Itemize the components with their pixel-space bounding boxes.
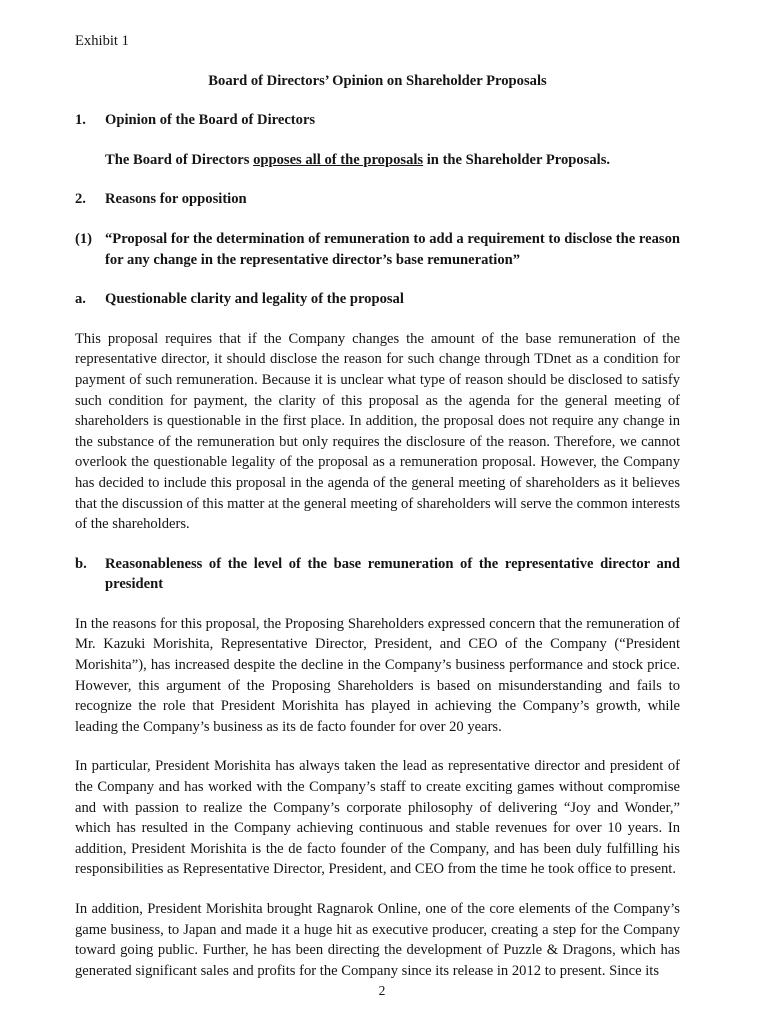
subsection-b-heading — [75, 554, 680, 595]
paragraph-reasonableness-2: In particular, President Morishita has always taken the lead as representative director and president of the Company and has worked with the Company’s staff to create exciting games without compromise and with passion to realize the Company’s corporate philosophy of delivering “Joy and Wonder,” which has resulted in the Company achieving continuous and stable revenues for over 10 years. In addition, President Morishita is the de facto founder of the Company, and has been duly fulfilling his responsibilities as Representative Director, President, and CEO from the time he took office to present. — [75, 758, 680, 878]
subsection-b-number: b. — [75, 555, 87, 572]
board-opinion-statement — [105, 150, 680, 171]
paragraph-clarity-legality: This proposal requires that if the Company changes the amount of the base remuneration of the representative director, it should disclose the reason for such change through TDnet as a condition for payment of such remuneration. Because it is unclear what type of reason should be disclosed to satisfy such condition for payment, the clarity of this proposal as the agenda for the general meeting of shareholders is questionable in the first place. In addition, the proposal does not require any change in the substance of the remuneration but only requires the disclosure of the reason. Therefore, we cannot overlook the questionable legality of the proposal as a remuneration proposal. However, the Company has decided to include this proposal in the agenda of the general meeting of shareholders as it believes that the discussion of this matter at the general meeting of shareholders will serve the common interests of the shareholders. — [75, 330, 680, 533]
section-1-number: 1. — [75, 112, 86, 129]
section-1-heading — [75, 110, 680, 131]
proposal-1-number: (1) — [75, 230, 93, 247]
statement-suffix: in the Shareholder Proposals. — [423, 151, 611, 168]
section-2-heading — [75, 189, 680, 210]
statement-underlined-phrase: opposes all of the proposals — [253, 151, 424, 168]
subsection-a-heading-text: Questionable clarity and legality of the proposal — [105, 291, 404, 308]
paragraph-reasonableness-3: In addition, President Morishita brought Ragnarok Online, one of the core elements of the Company’s game business, to Japan and made it a huge hit as executive producer, creating a step for the Company toward going public. Further, he has been directing the development of Puzzle & Dragons, which has generated significant sales and profits for the Company since its release in 2012 to present. Since its — [75, 901, 680, 979]
subsection-a-heading — [75, 289, 680, 310]
page-number: 2 — [378, 983, 386, 998]
section-1-heading-text: Opinion of the Board of Directors — [105, 112, 316, 129]
subsection-a-number: a. — [75, 291, 86, 308]
statement-prefix: The Board of Directors — [105, 151, 254, 168]
exhibit-label: Exhibit 1 — [75, 33, 129, 49]
paragraph-reasonableness-1: In the reasons for this proposal, the Proposing Shareholders expressed concern that the remuneration of Mr. Kazuki Morishita, Representative Director, President, and CEO of the Company (“President Morishita”), has increased despite the decline in the Company’s business performance and stock price. However, this argument of the Proposing Shareholders is based on misunderstanding and fails to recognize the role that President Morishita has played in achieving the Company’s growth, while leading the Company’s business as its de facto founder for over 20 years. — [75, 615, 680, 735]
document-title: Board of Directors’ Opinion on Shareholder Proposals — [208, 72, 547, 89]
proposal-1-heading-text: “Proposal for the determination of remuneration to add a requirement to disclose the reason for any change in the representative director’s base remuneration” — [105, 230, 680, 268]
section-2-number: 2. — [75, 191, 86, 208]
proposal-1-heading — [75, 229, 680, 270]
subsection-b-heading-text: Reasonableness of the level of the base remuneration of the representative director and president — [105, 555, 680, 593]
section-2-heading-text: Reasons for opposition — [105, 191, 247, 208]
